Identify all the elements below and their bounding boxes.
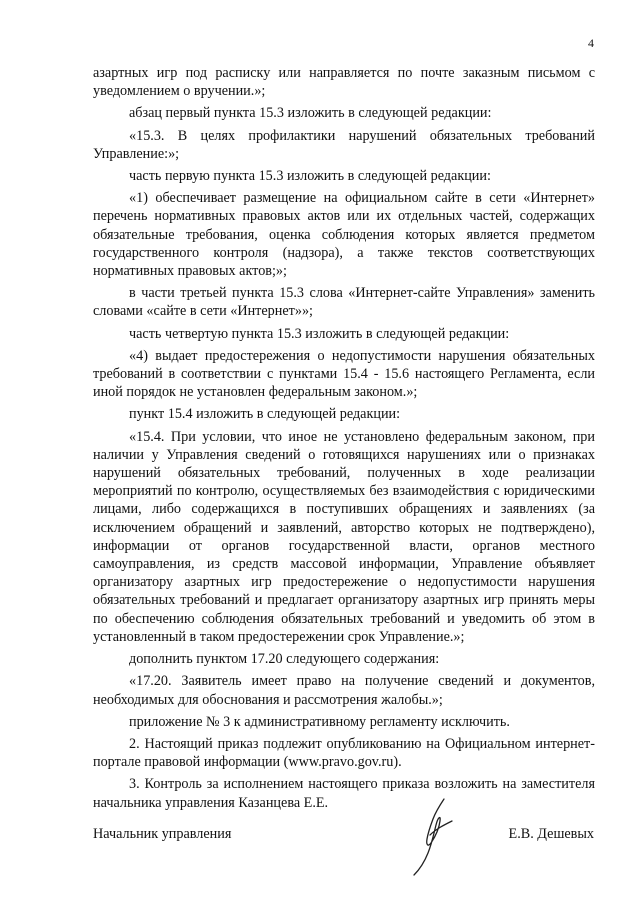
signatory-title: Начальник управления bbox=[93, 826, 232, 842]
paragraph: 2. Настоящий приказ подлежит опубликованию на Официальном интернет-портале правовой информации (www.pravo.gov.ru). bbox=[93, 735, 595, 771]
paragraph: «1) обеспечивает размещение на официальном сайте в сети «Интернет» перечень нормативных правовых актов или их отдельных частей, содержащих обязательные требования, оценка соблюдения которых является предметом государственного контроля (надзора), а также текстов соответствующих нормативных правовых актов;»; bbox=[93, 190, 595, 280]
paragraph: дополнить пунктом 17.20 следующего содержания: bbox=[129, 651, 440, 668]
signature-icon bbox=[406, 795, 466, 880]
paragraph: абзац первый пункта 15.3 изложить в следующей редакции: bbox=[129, 105, 492, 122]
paragraph: часть четвертую пункта 15.3 изложить в следующей редакции: bbox=[129, 325, 510, 342]
document-body bbox=[93, 64, 595, 816]
paragraph: 3. Контроль за исполнением настоящего приказа возложить на заместителя начальника управления Казанцева Е.Е. bbox=[93, 776, 595, 811]
paragraph: приложение № 3 к административному регламенту исключить. bbox=[129, 713, 510, 730]
signatory-name: Е.В. Дешевых bbox=[508, 826, 594, 842]
paragraph: пункт 15.4 изложить в следующей редакции: bbox=[129, 406, 401, 423]
paragraph: часть первую пункта 15.3 изложить в следующей редакции: bbox=[129, 168, 491, 185]
page-number: 4 bbox=[588, 36, 594, 50]
paragraph: «15.3. В целях профилактики нарушений обязательных требований Управление:»; bbox=[93, 127, 595, 162]
paragraph: «17.20. Заявитель имеет право на получение сведений и документов, необходимых для обоснования и рассмотрения жалобы.»; bbox=[93, 673, 595, 708]
paragraph: в части третьей пункта 15.3 слова «Интернет-сайте Управления» заменить словами «сайте в сети «Интернет»»; bbox=[93, 285, 595, 320]
paragraph: азартных игр под расписку или направляется по почте заказным письмом с уведомлением о вручении.»; bbox=[93, 65, 595, 100]
paragraph: «15.4. При условии, что иное не установлено федеральным законом, при наличии у Управления сведений о готовящихся нарушениях или о признаках нарушений обязательных требований, полученных в ходе реализации мероприятий по контролю, осуществляемых без взаимодействия с юридическими лицами, либо содержащихся в поступивших обращениях и заявлениях (за исключением обращений и заявлений, авторство которых не подтверждено), информации от органов государственной власти, органов местного самоуправления, из средств массовой информации, Управление объявляет организатору азартных игр предостережение о недопустимости нарушения обязательных требований и предлагает организатору азартных игр принять меры по обеспечению соблюдения обязательных требований и уведомить об этом в установленный в таком предостережении срок Управление.»; bbox=[93, 428, 595, 645]
paragraph: «4) выдает предостережения о недопустимости нарушения обязательных требований в соответствии с пунктами 15.4 - 15.6 настоящего Регламента, если иной порядок не установлен федеральным законом.»; bbox=[93, 347, 595, 401]
